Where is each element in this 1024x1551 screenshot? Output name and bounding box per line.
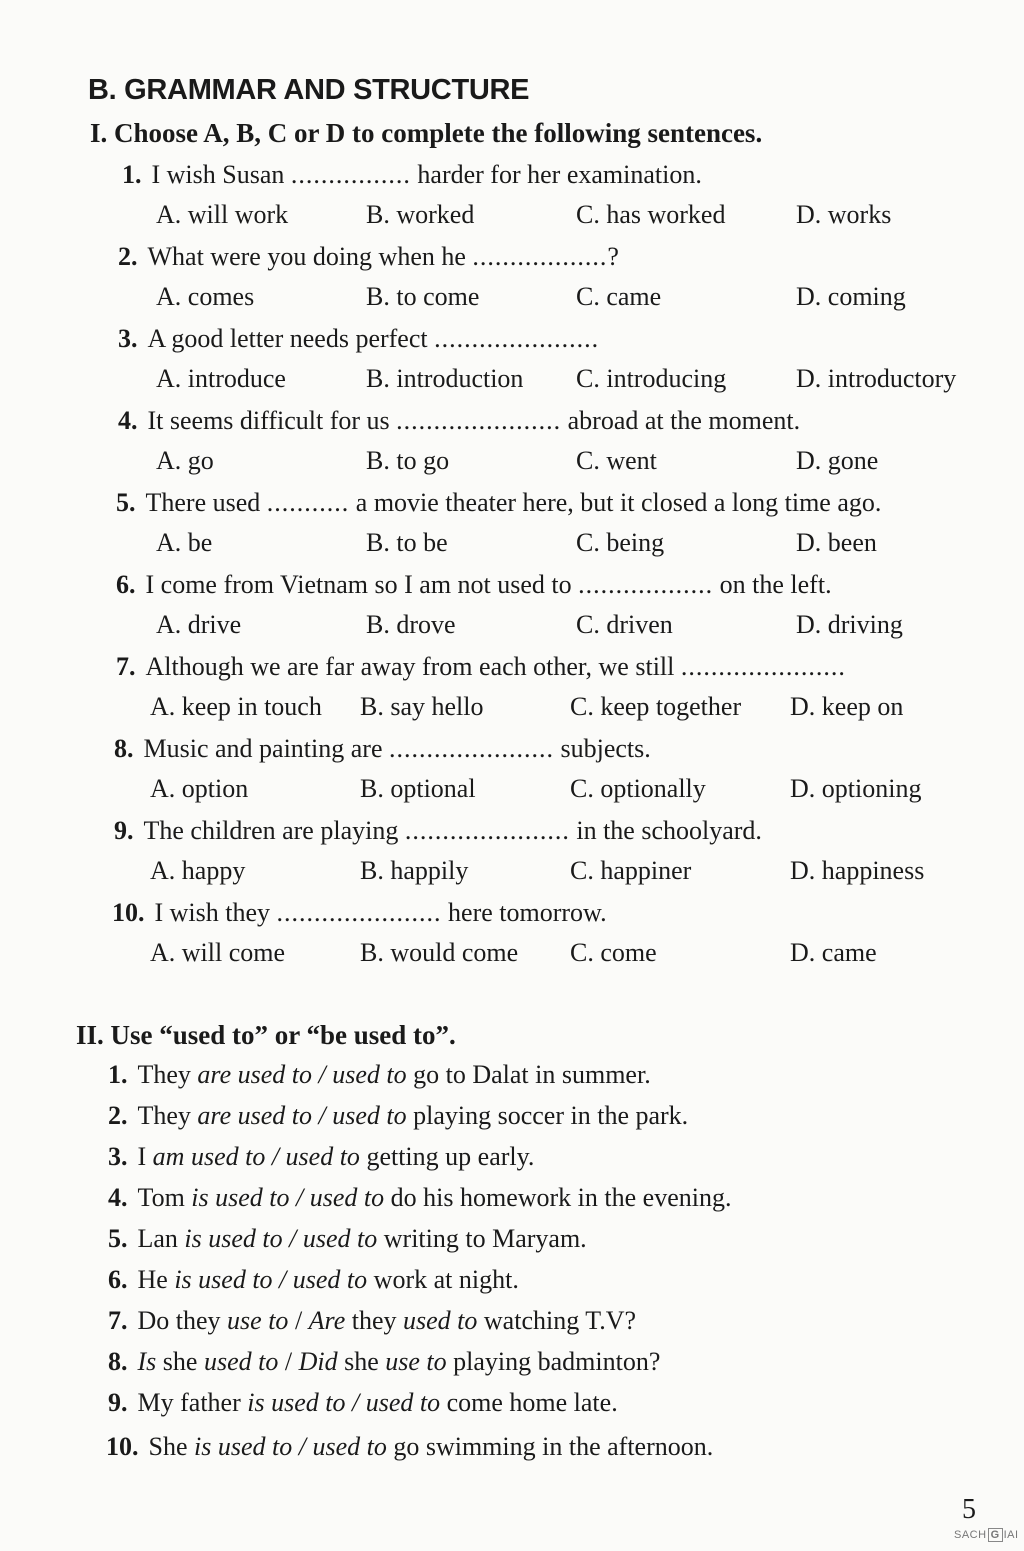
sentence-text: They [137,1101,198,1130]
question-3-option-a: A. introduce [156,364,286,393]
item-number: 8. [108,1347,128,1376]
question-8-option-d: D. optioning [790,774,922,803]
sentence-text: come home late. [440,1388,618,1417]
question-number: 2. [118,242,138,271]
italic-choice: Is [137,1347,157,1376]
question-stem-end: subjects. [560,734,651,763]
exercise-item-2 [108,1101,688,1131]
question-stem: It seems difficult for us [147,406,390,435]
question-9-option-a: A. happy [150,856,246,885]
question-number: 8. [114,734,134,763]
answer-blank: .................. [578,570,714,599]
question-number: 10. [112,898,145,927]
question-5-option-b: B. to be [366,528,448,557]
italic-choice: use to [227,1306,289,1335]
question-10 [112,898,607,928]
question-9-option-d: D. happiness [790,856,925,885]
italic-choice: is used to / used to [247,1388,441,1417]
question-1-option-c: C. has worked [576,200,726,229]
question-2-option-c: C. came [576,282,662,311]
question-6-option-d: D. driving [796,610,903,639]
item-number: 7. [108,1306,128,1335]
question-stem: Music and painting are [143,734,383,763]
item-number: 6. [108,1265,128,1294]
part1-title: I. Choose A, B, C or D to complete the following sentences. [90,118,763,148]
question-stem-end: abroad at the moment. [567,406,801,435]
sentence-text: go swimming in the afternoon. [386,1432,714,1461]
question-1-option-b: B. worked [366,200,475,229]
question-stem: Although we are far away from each other, we still [145,652,675,681]
item-number: 5. [108,1224,128,1253]
exercise-item-4 [108,1183,731,1213]
exercise-item-10 [106,1432,713,1462]
answer-blank: ...................... [276,898,442,927]
sentence-text: / [288,1306,309,1335]
answer-blank: ...................... [680,652,846,681]
item-number: 1. [108,1060,128,1089]
question-6 [116,570,832,600]
item-number: 2. [108,1101,128,1130]
item-number: 9. [108,1388,128,1417]
sentence-text: Lan [137,1224,185,1253]
sentence-text: playing badminton? [446,1347,661,1376]
question-7-option-c: C. keep together [570,692,742,721]
exercise-item-6 [108,1265,519,1295]
question-stem-end: ? [607,242,619,271]
exercise-item-8 [108,1347,660,1377]
sentence-text: He [137,1265,175,1294]
question-stem: I wish they [154,898,271,927]
italic-choice: used to [203,1347,279,1376]
answer-blank: ...................... [396,406,562,435]
sentence-text: Tom [137,1183,192,1212]
question-stem-end: in the schoolyard. [576,816,762,845]
question-4-option-c: C. went [576,446,657,475]
exercise-item-7 [108,1306,636,1336]
answer-blank: ...................... [434,324,600,353]
question-9-option-c: C. happiner [570,856,692,885]
question-4-option-a: A. go [156,446,214,475]
question-8-option-c: C. optionally [570,774,706,803]
question-3-option-b: B. introduction [366,364,524,393]
question-number: 7. [116,652,136,681]
question-7-option-d: D. keep on [790,692,904,721]
question-2-option-b: B. to come [366,282,480,311]
question-number: 3. [118,324,138,353]
sentence-text: do his homework in the evening. [384,1183,732,1212]
section-b-title: B. GRAMMAR AND STRUCTURE [88,74,530,106]
sentence-text: They [137,1060,198,1089]
watermark-logo: SACH G IAI [954,1529,1019,1541]
question-3-option-d: D. introductory [796,364,957,393]
sentence-text: she [156,1347,204,1376]
italic-choice: is used to / used to [191,1183,385,1212]
italic-choice: Did [298,1347,338,1376]
question-3-option-c: C. introducing [576,364,727,393]
question-number: 1. [122,160,142,189]
question-10-option-c: C. come [570,938,657,967]
sentence-text: My father [137,1388,248,1417]
question-10-option-a: A. will come [150,938,286,967]
italic-choice: use to [385,1347,447,1376]
question-number: 4. [118,406,138,435]
exercise-item-3 [108,1142,534,1172]
question-4 [118,406,800,436]
question-2 [118,242,619,272]
sentence-text: go to Dalat in summer. [406,1060,651,1089]
question-stem-end: a movie theater here, but it closed a long time ago. [355,488,882,517]
italic-choice: used to [403,1306,478,1335]
sentence-text: they [345,1306,404,1335]
sentence-text: writing to Maryam. [377,1224,587,1253]
question-5-option-a: A. be [156,528,213,557]
question-7-option-a: A. keep in touch [150,692,322,721]
question-number: 9. [114,816,134,845]
exercise-item-1 [108,1060,651,1090]
sentence-text: / [278,1347,299,1376]
italic-choice: are used to / used to [197,1101,407,1130]
question-3 [118,324,599,354]
sentence-text: I [137,1142,153,1171]
answer-blank: ...................... [404,816,570,845]
question-number: 6. [116,570,136,599]
question-1-option-a: A. will work [156,200,289,229]
question-7-option-b: B. say hello [360,692,484,721]
question-stem: The children are playing [143,816,399,845]
sentence-text: getting up early. [359,1142,535,1171]
question-6-option-a: A. drive [156,610,242,639]
question-8-option-b: B. optional [360,774,476,803]
question-8-option-a: A. option [150,774,249,803]
part2-title: II. Use “used to” or “be used to”. [76,1020,456,1050]
question-stem-end: here tomorrow. [448,898,607,927]
question-4-option-d: D. gone [796,446,879,475]
question-4-option-b: B. to go [366,446,450,475]
page-number: 5 [962,1494,976,1525]
question-7 [116,652,846,682]
question-1-option-d: D. works [796,200,892,229]
question-5-option-c: C. being [576,528,665,557]
italic-choice: Are [308,1306,346,1335]
answer-blank: ...................... [389,734,554,763]
question-9-option-b: B. happily [360,856,469,885]
question-stem-end: on the left. [719,570,832,599]
question-8 [114,734,651,764]
italic-choice: is used to / used to [184,1224,378,1253]
italic-choice: are used to / used to [197,1060,407,1089]
sentence-text: She [148,1432,194,1461]
sentence-text: Do they [137,1306,228,1335]
question-stem: What were you doing when he [147,242,466,271]
italic-choice: is used to / used to [174,1265,368,1294]
sentence-text: work at night. [367,1265,519,1294]
sentence-text: playing soccer in the park. [406,1101,689,1130]
question-1 [122,160,702,190]
question-stem: There used [145,488,261,517]
sentence-text: she [337,1347,386,1376]
answer-blank: .................. [472,242,608,271]
question-6-option-c: C. driven [576,610,673,639]
question-stem: I wish Susan [151,160,285,189]
question-10-option-d: D. came [790,938,877,967]
question-9 [114,816,762,846]
question-2-option-a: A. comes [156,282,255,311]
question-10-option-b: B. would come [360,938,519,967]
italic-choice: am used to / used to [152,1142,360,1171]
question-number: 5. [116,488,136,517]
answer-blank: ........... [266,488,350,517]
question-stem-end: harder for her examination. [417,160,702,189]
item-number: 4. [108,1183,128,1212]
question-5 [116,488,881,518]
question-stem: I come from Vietnam so I am not used to [145,570,572,599]
item-number: 10. [106,1432,139,1461]
question-2-option-d: D. coming [796,282,906,311]
answer-blank: ................ [290,160,411,189]
question-stem: A good letter needs perfect [147,324,428,353]
sentence-text: watching T.V? [477,1306,637,1335]
exercise-item-5 [108,1224,587,1254]
question-5-option-d: D. been [796,528,877,557]
exercise-item-9 [108,1388,618,1418]
question-6-option-b: B. drove [366,610,456,639]
italic-choice: is used to / used to [194,1432,387,1461]
item-number: 3. [108,1142,128,1171]
